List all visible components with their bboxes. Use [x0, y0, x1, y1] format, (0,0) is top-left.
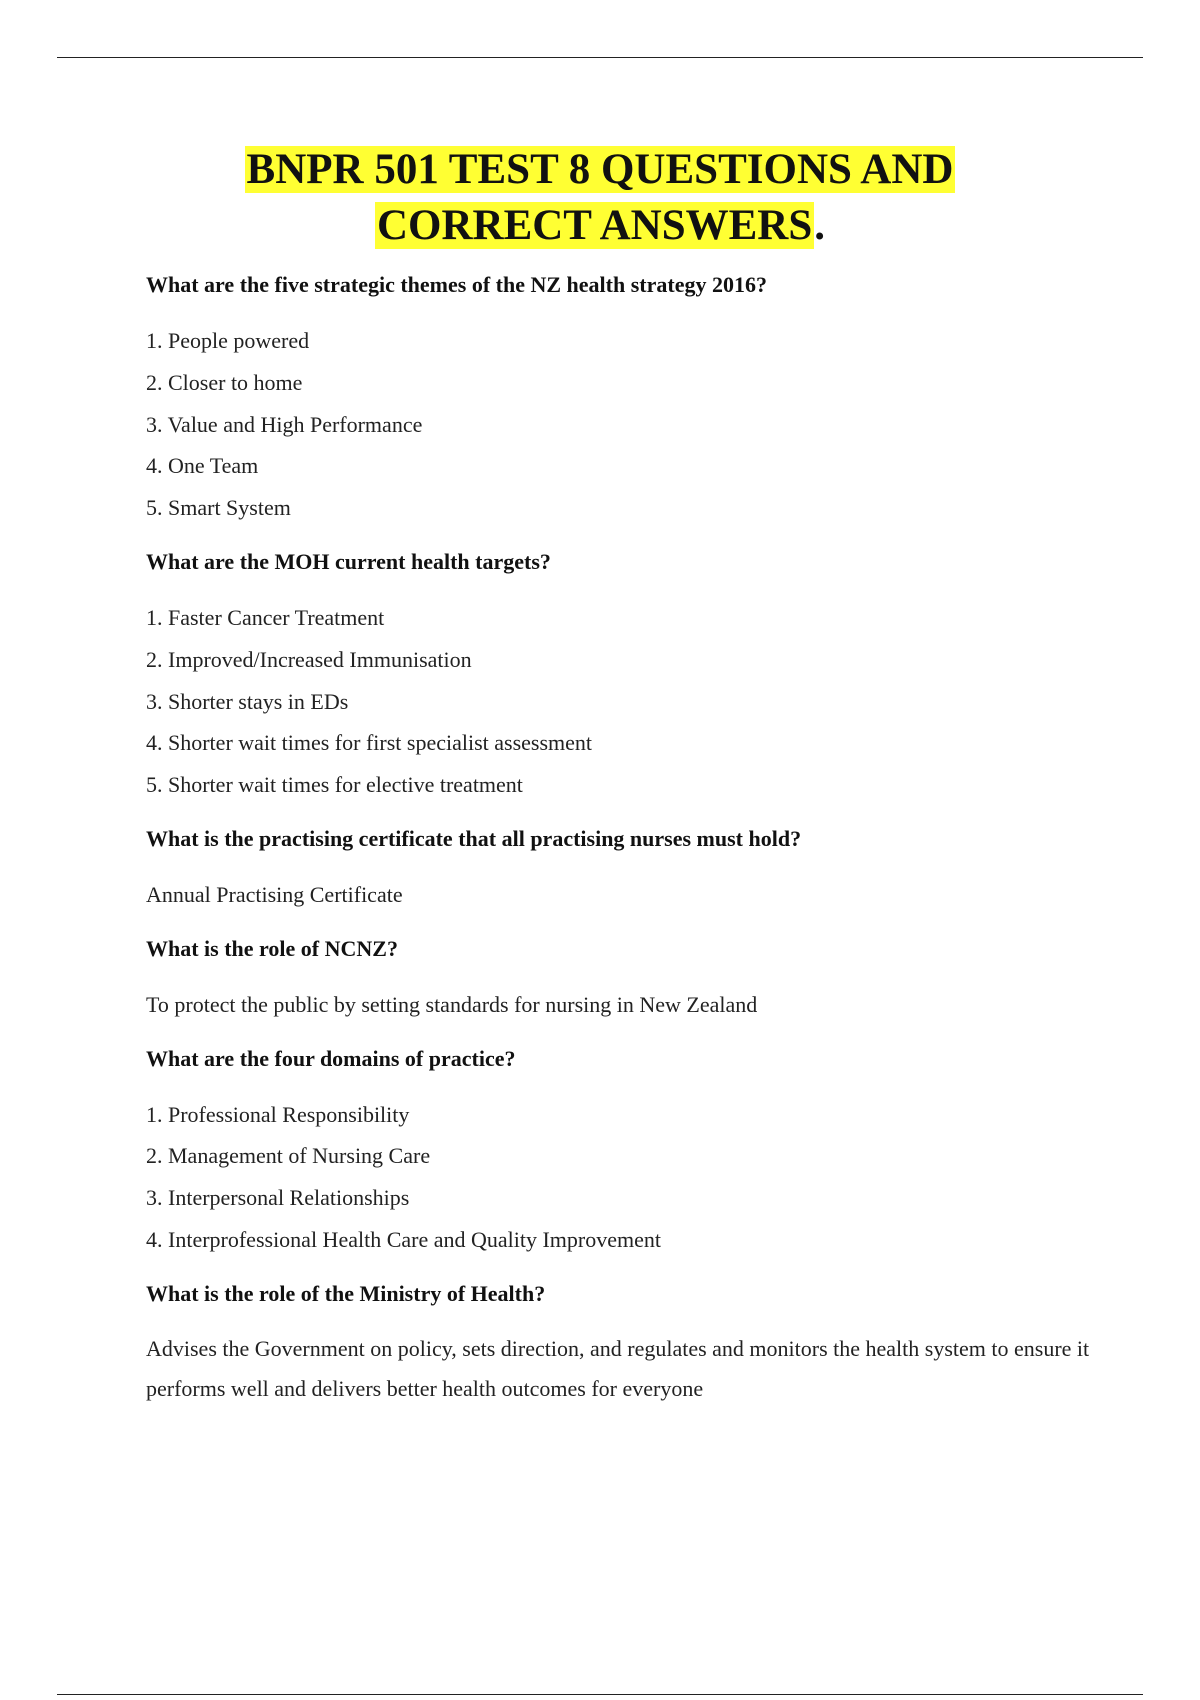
answer-line: 5. Shorter wait times for elective treatment [146, 772, 523, 798]
question-4: What is the role of NCNZ? [146, 935, 398, 961]
title-line-1: BNPR 501 TEST 8 QUESTIONS AND [246, 146, 954, 193]
question-1: What are the five strategic themes of the NZ health strategy 2016? [146, 272, 767, 297]
answer-5 [146, 1094, 1106, 1261]
answer-line: 5. Smart System [146, 495, 291, 521]
document-title [0, 142, 1200, 254]
answer-line: 4. One Team [146, 453, 259, 479]
answer-1 [146, 320, 1106, 529]
question-6: What is the role of the Ministry of Health? [146, 1280, 546, 1306]
answer-line: Annual Practising Certificate [146, 881, 403, 907]
bottom-rule [57, 1694, 1143, 1695]
answer-line: 2. Management of Nursing Care [146, 1143, 431, 1169]
title-line-2: CORRECT ANSWERS [376, 202, 813, 249]
question-3: What is the practising certificate that all practising nurses must hold? [146, 825, 802, 851]
answer-line: 1. People powered [146, 328, 310, 353]
qa-content [146, 268, 1106, 1425]
answer-line: 3. Interpersonal Relationships [146, 1185, 410, 1211]
title-period: . [814, 202, 826, 249]
answer-line: To protect the public by setting standards for nursing in New Zealand [146, 991, 758, 1017]
answer-line: 2. Improved/Increased Immunisation [146, 646, 472, 672]
answer-line: 3. Value and High Performance [146, 411, 423, 437]
question-5: What are the four domains of practice? [146, 1045, 516, 1071]
top-rule [57, 57, 1143, 58]
answer-3 [146, 874, 1106, 916]
answer-2 [146, 597, 1106, 806]
answer-line: 1. Faster Cancer Treatment [146, 604, 385, 630]
answer-line: 1. Professional Responsibility [146, 1101, 410, 1127]
answer-4 [146, 984, 1106, 1026]
answer-line: 4. Shorter wait times for first specialist assessment [146, 730, 593, 756]
answer-line: 4. Interprofessional Health Care and Quality Improvement [146, 1226, 662, 1252]
question-2: What are the MOH current health targets? [146, 548, 551, 574]
answer-6 [146, 1329, 1106, 1409]
answer-line: 3. Shorter stays in EDs [146, 688, 349, 714]
answer-paragraph: Advises the Government on policy, sets direction, and regulates and monitors the health system to ensure it performs well and delivers better health outcomes for everyone [146, 1335, 1090, 1401]
answer-line: 2. Closer to home [146, 369, 303, 395]
